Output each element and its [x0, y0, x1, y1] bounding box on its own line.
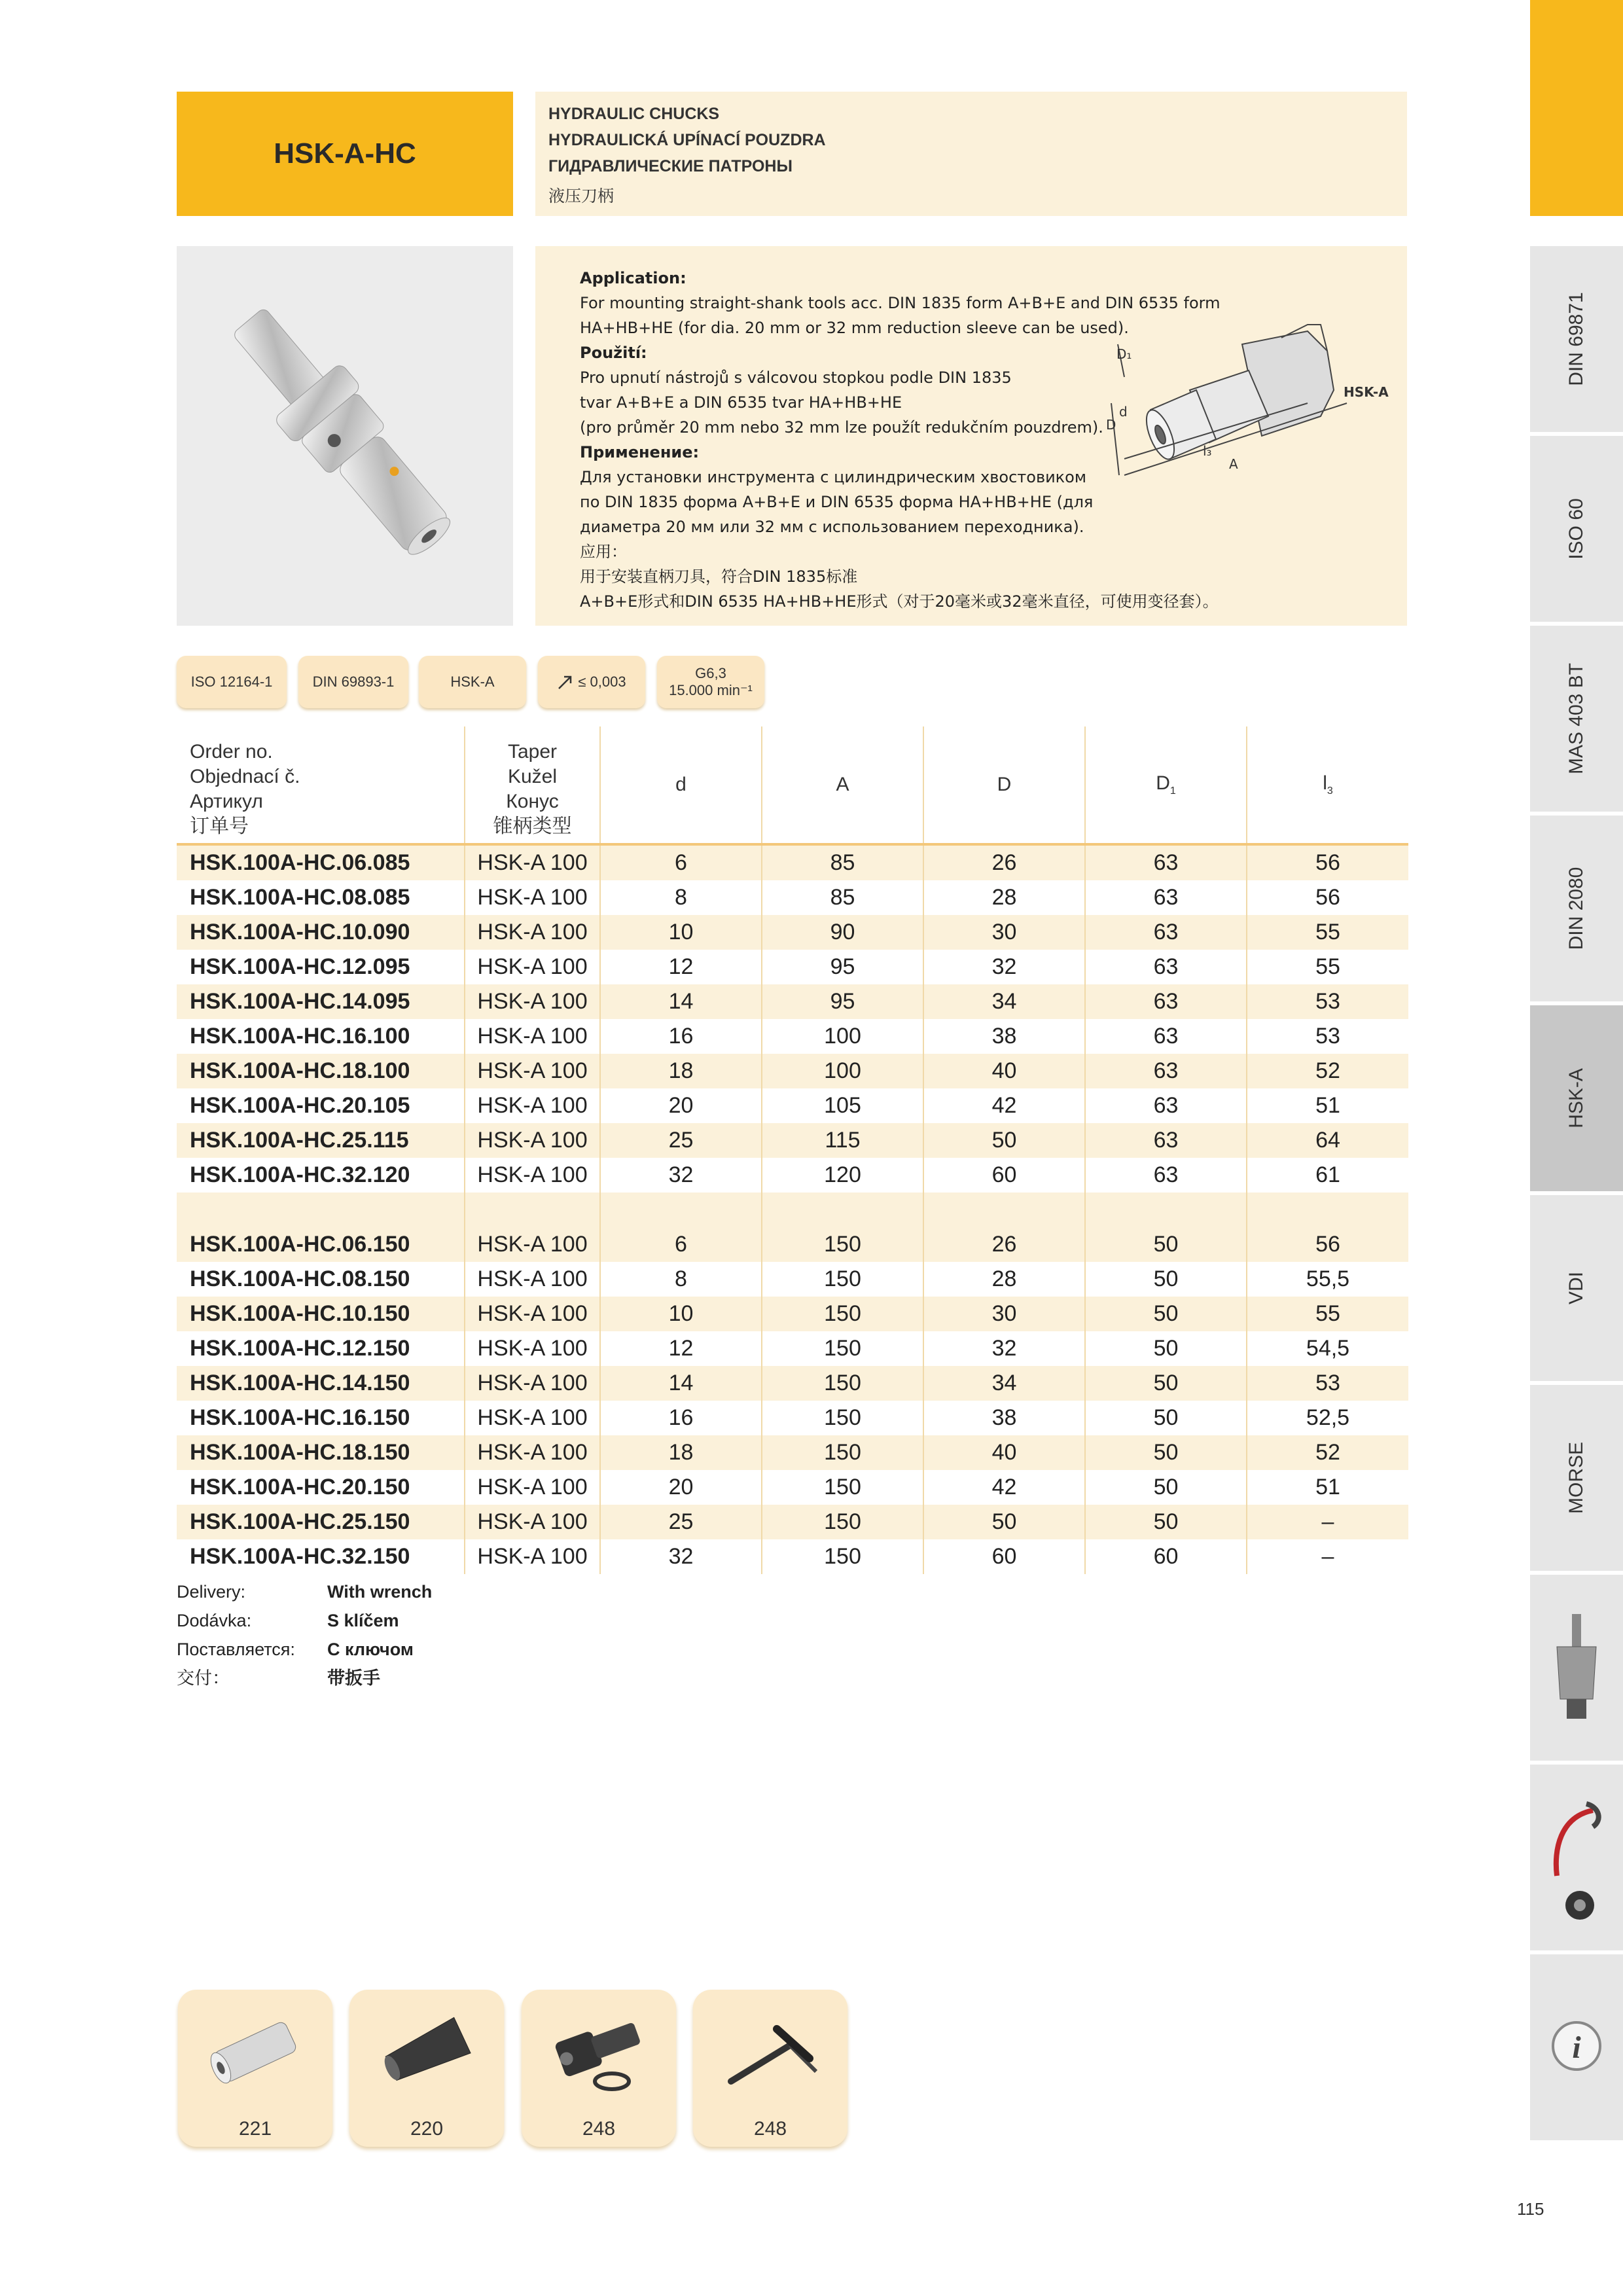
application-zh-line: 用于安装直柄刀具，符合DIN 1835标准: [580, 567, 858, 586]
order-no-cell: HSK.100A-HC.08.085: [177, 880, 465, 915]
d-cell: 32: [600, 1158, 762, 1193]
chip-hsk: HSK-A: [419, 656, 526, 708]
d-cell: 14: [600, 1366, 762, 1401]
taper-cell: HSK-A 100: [465, 950, 600, 984]
d-cell: 8: [600, 880, 762, 915]
table-row: [177, 1227, 1408, 1262]
D1-cell: 50: [1085, 1227, 1247, 1262]
dim-d-label: d: [1119, 404, 1128, 420]
D-cell: 26: [923, 844, 1085, 880]
table-row: [177, 1262, 1408, 1297]
d-cell: 6: [600, 1227, 762, 1262]
A-cell: 150: [762, 1366, 923, 1401]
table-row: [177, 1054, 1408, 1088]
A-cell: 150: [762, 1227, 923, 1262]
order-no-cell: HSK.100A-HC.16.100: [177, 1019, 465, 1054]
d-cell: 14: [600, 984, 762, 1019]
application-en-line: HA+HB+HE (for dia. 20 mm or 32 mm reduction sleeve can be used).: [580, 319, 1129, 337]
D1-cell: 63: [1085, 1158, 1247, 1193]
D-cell: 34: [923, 984, 1085, 1019]
chip-balance: G6,3 15.000 min⁻¹: [657, 656, 764, 708]
t-wrench-icon: [718, 2009, 823, 2094]
D1-cell: 50: [1085, 1435, 1247, 1470]
l3-cell: 55: [1247, 915, 1408, 950]
application-ru-line: диаметра 20 мм или 32 мм с использованием переходника).: [580, 518, 1084, 536]
application-zh-line: A+B+E形式和DIN 6535 HA+HB+HE形式（对于20毫米或32毫米直径，可使用变径套）。: [580, 592, 1219, 611]
d-cell: 6: [600, 844, 762, 880]
svg-text:i: i: [1572, 2030, 1581, 2065]
d-cell: 20: [600, 1470, 762, 1505]
A-cell: 90: [762, 915, 923, 950]
info-icon: [1547, 1987, 1606, 2105]
col-d-header: d: [600, 726, 762, 844]
table-row: [177, 1297, 1408, 1331]
application-box: [535, 246, 1407, 626]
dim-l3-label: l₃: [1203, 443, 1212, 459]
application-ru-line: по DIN 1835 форма A+B+E и DIN 6535 форма HA+HB+HE (для: [580, 493, 1094, 511]
table-row: [177, 1088, 1408, 1123]
taper-cell: HSK-A 100: [465, 1158, 600, 1193]
drill-chuck-icon: [1547, 1607, 1606, 1725]
order-no-cell: HSK.100A-HC.18.150: [177, 1435, 465, 1470]
taper-cell: HSK-A 100: [465, 1019, 600, 1054]
l3-cell: 56: [1247, 1227, 1408, 1262]
taper-cell: HSK-A 100: [465, 1054, 600, 1088]
l3-cell: –: [1247, 1505, 1408, 1539]
A-cell: 150: [762, 1401, 923, 1435]
l3-cell: 56: [1247, 844, 1408, 880]
taper-cell: HSK-A 100: [465, 1331, 600, 1366]
application-en-line: For mounting straight-shank tools acc. DIN 1835 form A+B+E and DIN 6535 form: [580, 294, 1221, 312]
application-heading-ru: Применение:: [580, 443, 700, 461]
sidebar-tab-hsk-a[interactable]: HSK-A: [1530, 1005, 1623, 1195]
table-row: [177, 1123, 1408, 1158]
A-cell: 150: [762, 1331, 923, 1366]
D-cell: 30: [923, 1297, 1085, 1331]
reduction-sleeve-icon: [203, 2009, 308, 2094]
order-no-cell: HSK.100A-HC.12.150: [177, 1331, 465, 1366]
accessory-reduction-sleeve[interactable]: 221: [178, 1990, 332, 2147]
delivery-row: Delivery: With wrench: [177, 1582, 433, 1602]
sidebar-tab-vdi[interactable]: VDI: [1530, 1195, 1623, 1385]
table-row: [177, 1401, 1408, 1435]
D1-cell: 63: [1085, 984, 1247, 1019]
l3-cell: 55: [1247, 1297, 1408, 1331]
d-cell: 25: [600, 1505, 762, 1539]
D1-cell: 50: [1085, 1470, 1247, 1505]
table-row: [177, 880, 1408, 915]
chip-iso: ISO 12164-1: [177, 656, 287, 708]
diagram-hsk-label: HSK-A: [1344, 384, 1389, 400]
D1-cell: 63: [1085, 915, 1247, 950]
table-body: [177, 844, 1408, 1574]
order-no-cell: HSK.100A-HC.20.150: [177, 1470, 465, 1505]
d-cell: 18: [600, 1435, 762, 1470]
dimension-diagram: [1106, 305, 1389, 501]
spacer-cell: [1085, 1193, 1247, 1227]
delivery-row: Dodávka: S klíčem: [177, 1611, 399, 1630]
application-heading-en: Application:: [580, 269, 687, 287]
table-row: [177, 1539, 1408, 1574]
order-no-cell: HSK.100A-HC.14.150: [177, 1366, 465, 1401]
A-cell: 85: [762, 880, 923, 915]
sidebar-tab-iso-60[interactable]: ISO 60: [1530, 436, 1623, 626]
delivery-info: [177, 1577, 432, 1693]
order-no-cell: HSK.100A-HC.16.150: [177, 1401, 465, 1435]
taper-cell: HSK-A 100: [465, 880, 600, 915]
taper-cell: HSK-A 100: [465, 1401, 600, 1435]
sidebar-tab-din-69871[interactable]: DIN 69871: [1530, 246, 1623, 436]
D1-cell: 63: [1085, 1019, 1247, 1054]
D-cell: 38: [923, 1019, 1085, 1054]
chip-din: DIN 69893-1: [298, 656, 408, 708]
sidebar-nav: [1530, 0, 1623, 2153]
accessory-setting-screw[interactable]: 248: [522, 1990, 676, 2147]
order-no-cell: HSK.100A-HC.14.095: [177, 984, 465, 1019]
A-cell: 100: [762, 1019, 923, 1054]
taper-cell: HSK-A 100: [465, 1366, 600, 1401]
table-row: [177, 1470, 1408, 1505]
D1-cell: 50: [1085, 1297, 1247, 1331]
taper-cell: HSK-A 100: [465, 1262, 600, 1297]
l3-cell: 56: [1315, 885, 1340, 910]
sidebar-tab-wrench[interactable]: [1530, 1765, 1623, 1954]
D-cell: 50: [923, 1505, 1085, 1539]
application-cz-line: (pro průměr 20 mm nebo 32 mm lze použít redukčním pouzdrem).: [580, 418, 1103, 437]
subtitle-box: [535, 92, 1407, 216]
A-cell: 150: [762, 1262, 923, 1297]
d-cell: 32: [600, 1539, 762, 1574]
runout-arrow-icon: [557, 673, 574, 691]
delivery-row: Поставляется: С ключом: [177, 1640, 414, 1659]
sidebar-tab-din-2080[interactable]: DIN 2080: [1530, 816, 1623, 1005]
col-taper-header: Taper Kužel Конус 锥柄类型: [465, 726, 600, 844]
D1-cell: 63: [1085, 880, 1247, 915]
application-cz-line: tvar A+B+E a DIN 6535 tvar HA+HB+HE: [580, 393, 902, 412]
delivery-row: 交付： 带扳手: [177, 1668, 380, 1688]
sidebar-accent-block: [1530, 0, 1623, 216]
order-no-cell: HSK.100A-HC.06.085: [177, 844, 465, 880]
col-D1-header: $D_1$: [1085, 726, 1247, 844]
table-row: [177, 915, 1408, 950]
sidebar-tab-morse[interactable]: MORSE: [1530, 1385, 1623, 1575]
A-cell: 150: [762, 1539, 923, 1574]
d-cell: 12: [600, 950, 762, 984]
order-no-cell: HSK.100A-HC.32.150: [177, 1539, 465, 1574]
order-no-cell: HSK.100A-HC.08.150: [177, 1262, 465, 1297]
A-cell: 85: [762, 844, 923, 880]
l3-cell: 51: [1315, 1093, 1340, 1118]
order-no-cell: HSK.100A-HC.06.150: [177, 1227, 465, 1262]
order-no-cell: HSK.100A-HC.25.150: [177, 1505, 465, 1539]
D-cell: 32: [923, 950, 1085, 984]
table-spacer-row: [177, 1193, 1408, 1227]
table-row: [177, 1366, 1408, 1401]
product-photo: [177, 246, 513, 626]
col-order-header: Order no. Objednací č. Артикул 订单号: [177, 726, 465, 844]
table-row: [177, 1019, 1408, 1054]
D-cell: 40: [923, 1435, 1085, 1470]
l3-cell: 55: [1315, 954, 1340, 979]
D1-cell: 50: [1085, 1401, 1247, 1435]
table-row: [177, 1331, 1408, 1366]
l3-cell: 61: [1315, 1162, 1340, 1187]
d-cell: 10: [600, 915, 762, 950]
accessory-wrench[interactable]: 248: [693, 1990, 847, 2147]
D-cell: 50: [923, 1123, 1085, 1158]
table-row: [177, 1505, 1408, 1539]
title-box: [177, 92, 513, 216]
col-l3-header: $l_3$: [1247, 726, 1408, 844]
D1-cell: 63: [1085, 844, 1247, 880]
d-cell: 18: [600, 1054, 762, 1088]
product-table: [177, 726, 1408, 1574]
A-cell: 150: [762, 1297, 923, 1331]
dim-A-label: A: [1229, 456, 1238, 472]
taper-cell: HSK-A 100: [465, 1123, 600, 1158]
dim-D-label: D: [1106, 417, 1116, 433]
l3-cell: 52,5: [1306, 1405, 1350, 1430]
D1-cell: 63: [1085, 1088, 1247, 1123]
sidebar-tab-mas-403-bt[interactable]: MAS 403 BT: [1530, 626, 1623, 816]
A-cell: 150: [762, 1470, 923, 1505]
d-cell: 10: [600, 1297, 762, 1331]
taper-cell: HSK-A 100: [465, 1227, 600, 1262]
D-cell: 28: [923, 1262, 1085, 1297]
order-no-cell: HSK.100A-HC.10.150: [177, 1297, 465, 1331]
D-cell: 42: [923, 1470, 1085, 1505]
D-cell: 26: [923, 1227, 1085, 1262]
D1-cell: 50: [1085, 1505, 1247, 1539]
sidebar-tab-info[interactable]: [1530, 1954, 1623, 2144]
D1-cell: 50: [1085, 1262, 1247, 1297]
spacer-cell: [923, 1193, 1085, 1227]
D1-cell: 63: [1085, 1054, 1247, 1088]
application-heading-zh: 应用：: [580, 543, 627, 561]
hydraulic-chuck-image: [177, 246, 513, 626]
order-no-cell: HSK.100A-HC.32.120: [177, 1158, 465, 1193]
A-cell: 115: [762, 1123, 923, 1158]
taper-cell: HSK-A 100: [465, 1470, 600, 1505]
D1-cell: 50: [1085, 1331, 1247, 1366]
D-cell: 42: [923, 1088, 1085, 1123]
D-cell: 32: [923, 1331, 1085, 1366]
l3-cell: 64: [1247, 1123, 1408, 1158]
spacer-cell: [600, 1193, 762, 1227]
collet-icon: [374, 2009, 479, 2094]
table-row: [177, 1435, 1408, 1470]
d-cell: 16: [600, 1401, 762, 1435]
taper-cell: HSK-A 100: [465, 1297, 600, 1331]
D-cell: 34: [923, 1366, 1085, 1401]
taper-cell: HSK-A 100: [465, 984, 600, 1019]
subtitle-ru: ГИДРАВЛИЧЕСКИЕ ПАТРОНЫ: [548, 157, 793, 175]
col-D-header: D: [923, 726, 1085, 844]
taper-cell: HSK-A 100: [465, 1435, 600, 1470]
subtitle-en: HYDRAULIC CHUCKS: [548, 105, 720, 123]
A-cell: 105: [762, 1088, 923, 1123]
l3-cell: 53: [1247, 1366, 1408, 1401]
table-row: [177, 984, 1408, 1019]
spacer-cell: [465, 1193, 600, 1227]
D-cell: 38: [923, 1401, 1085, 1435]
spacer-cell: [177, 1193, 465, 1227]
l3-cell: 54,5: [1306, 1336, 1350, 1361]
hook-wrench-icon: [1547, 1797, 1606, 1928]
application-cz-line: Pro upnutí nástrojů s válcovou stopkou podle DIN 1835: [580, 368, 1012, 387]
A-cell: 120: [762, 1158, 923, 1193]
spacer-cell: [1247, 1193, 1408, 1227]
table-row: [177, 844, 1408, 880]
order-no-cell: HSK.100A-HC.12.095: [177, 950, 465, 984]
application-heading-cz: Použití:: [580, 344, 647, 362]
D-cell: 30: [923, 915, 1085, 950]
d-cell: 25: [600, 1123, 762, 1158]
table-row: [177, 950, 1408, 984]
D-cell: 60: [923, 1158, 1085, 1193]
A-cell: 95: [762, 950, 923, 984]
order-no-cell: HSK.100A-HC.25.115: [177, 1123, 465, 1158]
A-cell: 150: [762, 1435, 923, 1470]
order-no-cell: HSK.100A-HC.10.090: [177, 915, 465, 950]
d-cell: 16: [600, 1019, 762, 1054]
setting-screw-icon: [546, 2009, 651, 2094]
chip-runout: ≤ 0,003: [538, 656, 645, 708]
spacer-cell: [762, 1193, 923, 1227]
page-title: HSK-A-HC: [274, 137, 416, 170]
l3-cell: 55,5: [1306, 1266, 1350, 1291]
D1-cell: 63: [1085, 1123, 1247, 1158]
taper-cell: HSK-A 100: [465, 1539, 600, 1574]
d-cell: 12: [600, 1331, 762, 1366]
D-cell: 28: [923, 880, 1085, 915]
sidebar-tab-drill-chuck[interactable]: [1530, 1575, 1623, 1765]
accessory-collet[interactable]: 220: [349, 1990, 504, 2147]
taper-cell: HSK-A 100: [465, 844, 600, 880]
D-cell: 60: [923, 1539, 1085, 1574]
D1-cell: 60: [1085, 1539, 1247, 1574]
col-A-header: A: [762, 726, 923, 844]
taper-cell: HSK-A 100: [465, 915, 600, 950]
subtitle-zh: 液压刀柄: [548, 187, 615, 206]
table-row: [177, 1158, 1408, 1193]
l3-cell: 51: [1315, 1475, 1340, 1499]
d-cell: 20: [600, 1088, 762, 1123]
l3-cell: 53: [1247, 984, 1408, 1019]
order-no-cell: HSK.100A-HC.20.105: [177, 1088, 465, 1123]
l3-cell: –: [1321, 1544, 1334, 1569]
order-no-cell: HSK.100A-HC.18.100: [177, 1054, 465, 1088]
A-cell: 150: [762, 1505, 923, 1539]
taper-cell: HSK-A 100: [465, 1088, 600, 1123]
dim-D1-label: D₁: [1116, 346, 1132, 362]
D1-cell: 63: [1085, 950, 1247, 984]
A-cell: 100: [762, 1054, 923, 1088]
D-cell: 40: [923, 1054, 1085, 1088]
d-cell: 8: [600, 1262, 762, 1297]
taper-cell: HSK-A 100: [465, 1505, 600, 1539]
D1-cell: 50: [1085, 1366, 1247, 1401]
subtitle-cz: HYDRAULICKÁ UPÍNACÍ POUZDRA: [548, 131, 826, 149]
l3-cell: 52: [1247, 1435, 1408, 1470]
page-number: 115: [1517, 2199, 1544, 2219]
A-cell: 95: [762, 984, 923, 1019]
application-ru-line: Для установки инструмента с цилиндрическим хвостовиком: [580, 468, 1086, 486]
l3-cell: 53: [1315, 1024, 1340, 1049]
l3-cell: 52: [1247, 1054, 1408, 1088]
